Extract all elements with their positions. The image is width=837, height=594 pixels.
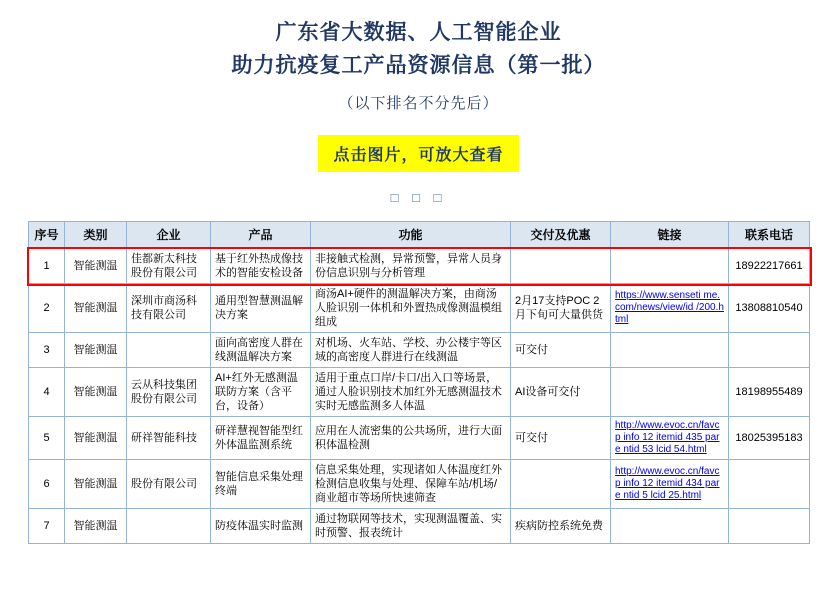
resource-table [28, 221, 810, 544]
cell-phone: 18025395183 [729, 417, 810, 460]
cell-company: 股份有限公司 [127, 460, 211, 509]
cell-link[interactable] [611, 417, 729, 460]
page-title-line-2: 助力抗疫复工产品资源信息（第一批） [231, 54, 606, 77]
cell-product: 研祥慧视智能型红外体温监测系统 [211, 417, 311, 460]
cell-delivery: 疾病防控系统免费 [511, 509, 611, 544]
cell-link[interactable] [611, 368, 729, 417]
column-header-company: 企业 [127, 222, 211, 249]
table-cell-link-text[interactable]: http://www.evoc.cn/favcp info 12 itemid 435 pare ntid 53 lcid 54.html [615, 420, 720, 455]
cell-category: 智能测温 [65, 284, 127, 333]
cell-seq: 5 [29, 417, 65, 460]
cell-seq: 2 [29, 284, 65, 333]
cell-product: 基于红外热成像技术的智能安检设备 [211, 249, 311, 284]
cell-link[interactable] [611, 284, 729, 333]
column-header-link: 链接 [611, 222, 729, 249]
cell-category: 智能测温 [65, 509, 127, 544]
table-row [29, 249, 810, 284]
table-row [29, 368, 810, 417]
table-row [29, 284, 810, 333]
cell-function: 应用在人流密集的公共场所，进行大面积体温检测 [311, 417, 511, 460]
cell-product: 智能信息采集处理终端 [211, 460, 311, 509]
table-header-row [29, 222, 810, 249]
cell-function: 适用于重点口岸/卡口/出入口等场景，通过人脸识别技术加红外无感测温技术实时无感监测多人体温 [311, 368, 511, 417]
cell-category: 智能测温 [65, 368, 127, 417]
column-header-seq: 序号 [29, 222, 65, 249]
column-header-phone: 联系电话 [729, 222, 810, 249]
click-image-banner[interactable]: 点击图片，可放大查看 [318, 135, 518, 172]
cell-delivery: 可交付 [511, 333, 611, 368]
cell-function: 非接触式检测，异常预警，异常人员身份信息识别与分析管理 [311, 249, 511, 284]
cell-function: 通过物联网等技术，实现测温覆盖、实时预警、报表统计 [311, 509, 511, 544]
cell-phone: 13808810540 [729, 284, 810, 333]
cell-function: 对机场、火车站、学校、办公楼宇等区域的高密度人群进行在线测温 [311, 333, 511, 368]
column-header-product: 产品 [211, 222, 311, 249]
column-header-delivery: 交付及优惠 [511, 222, 611, 249]
banner-wrap [0, 135, 837, 172]
cell-seq: 4 [29, 368, 65, 417]
cell-product: 通用型智慧测温解决方案 [211, 284, 311, 333]
decorative-boxes: □ □ □ [390, 190, 447, 205]
table-row [29, 333, 810, 368]
cell-phone [729, 333, 810, 368]
cell-product: 防疫体温实时监测 [211, 509, 311, 544]
cell-category: 智能测温 [65, 417, 127, 460]
column-header-category: 类别 [65, 222, 127, 249]
cell-function: 信息采集处理，实现诸如人体温度红外检测信息收集与处理、保障车站/机场/商业超市等场所快速筛查 [311, 460, 511, 509]
cell-link[interactable] [611, 509, 729, 544]
cell-delivery: 2月17支持POC 2月下旬可大量供货 [511, 284, 611, 333]
table-row [29, 460, 810, 509]
cell-company: 研祥智能科技 [127, 417, 211, 460]
cell-delivery [511, 249, 611, 284]
cell-company: 佳都新太科技股份有限公司 [127, 249, 211, 284]
table-wrap [28, 221, 809, 544]
cell-phone: 18922217661 [729, 249, 810, 284]
page-title-line-1: 广东省大数据、人工智能企业 [275, 21, 562, 44]
cell-link[interactable] [611, 333, 729, 368]
cell-company: 深圳市商汤科技有限公司 [127, 284, 211, 333]
table-row [29, 417, 810, 460]
table-cell-link-text[interactable]: http://www.evoc.cn/favcp info 12 itemid 434 pare ntid 5 lcid 25.html [615, 466, 720, 501]
cell-phone [729, 460, 810, 509]
cell-phone [729, 509, 810, 544]
table-body [29, 249, 810, 544]
column-header-function: 功能 [311, 222, 511, 249]
cell-company [127, 509, 211, 544]
cell-delivery [511, 460, 611, 509]
cell-seq: 1 [29, 249, 65, 284]
cell-link[interactable] [611, 460, 729, 509]
cell-company: 云从科技集团股份有限公司 [127, 368, 211, 417]
cell-product: AI+红外无感测温联防方案（含平台，设备） [211, 368, 311, 417]
cell-phone: 18198955489 [729, 368, 810, 417]
cell-category: 智能测温 [65, 249, 127, 284]
cell-category: 智能测温 [65, 333, 127, 368]
cell-category: 智能测温 [65, 460, 127, 509]
cell-link[interactable] [611, 249, 729, 284]
cell-company [127, 333, 211, 368]
table-row [29, 509, 810, 544]
cell-seq: 3 [29, 333, 65, 368]
page-subtitle: （以下排名不分先后） [338, 95, 499, 112]
title-block [0, 0, 837, 82]
cell-delivery: 可交付 [511, 417, 611, 460]
cell-seq: 6 [29, 460, 65, 509]
cell-delivery: AI设备可交付 [511, 368, 611, 417]
cell-seq: 7 [29, 509, 65, 544]
cell-function: 商汤AI+硬件的测温解决方案，由商汤人脸识别一体机和外置热成像测温模组组成 [311, 284, 511, 333]
table-cell-link-text[interactable]: https://www.senseti me.com/news/view/id /200.html [615, 290, 724, 325]
cell-product: 面向高密度人群在线测温解决方案 [211, 333, 311, 368]
